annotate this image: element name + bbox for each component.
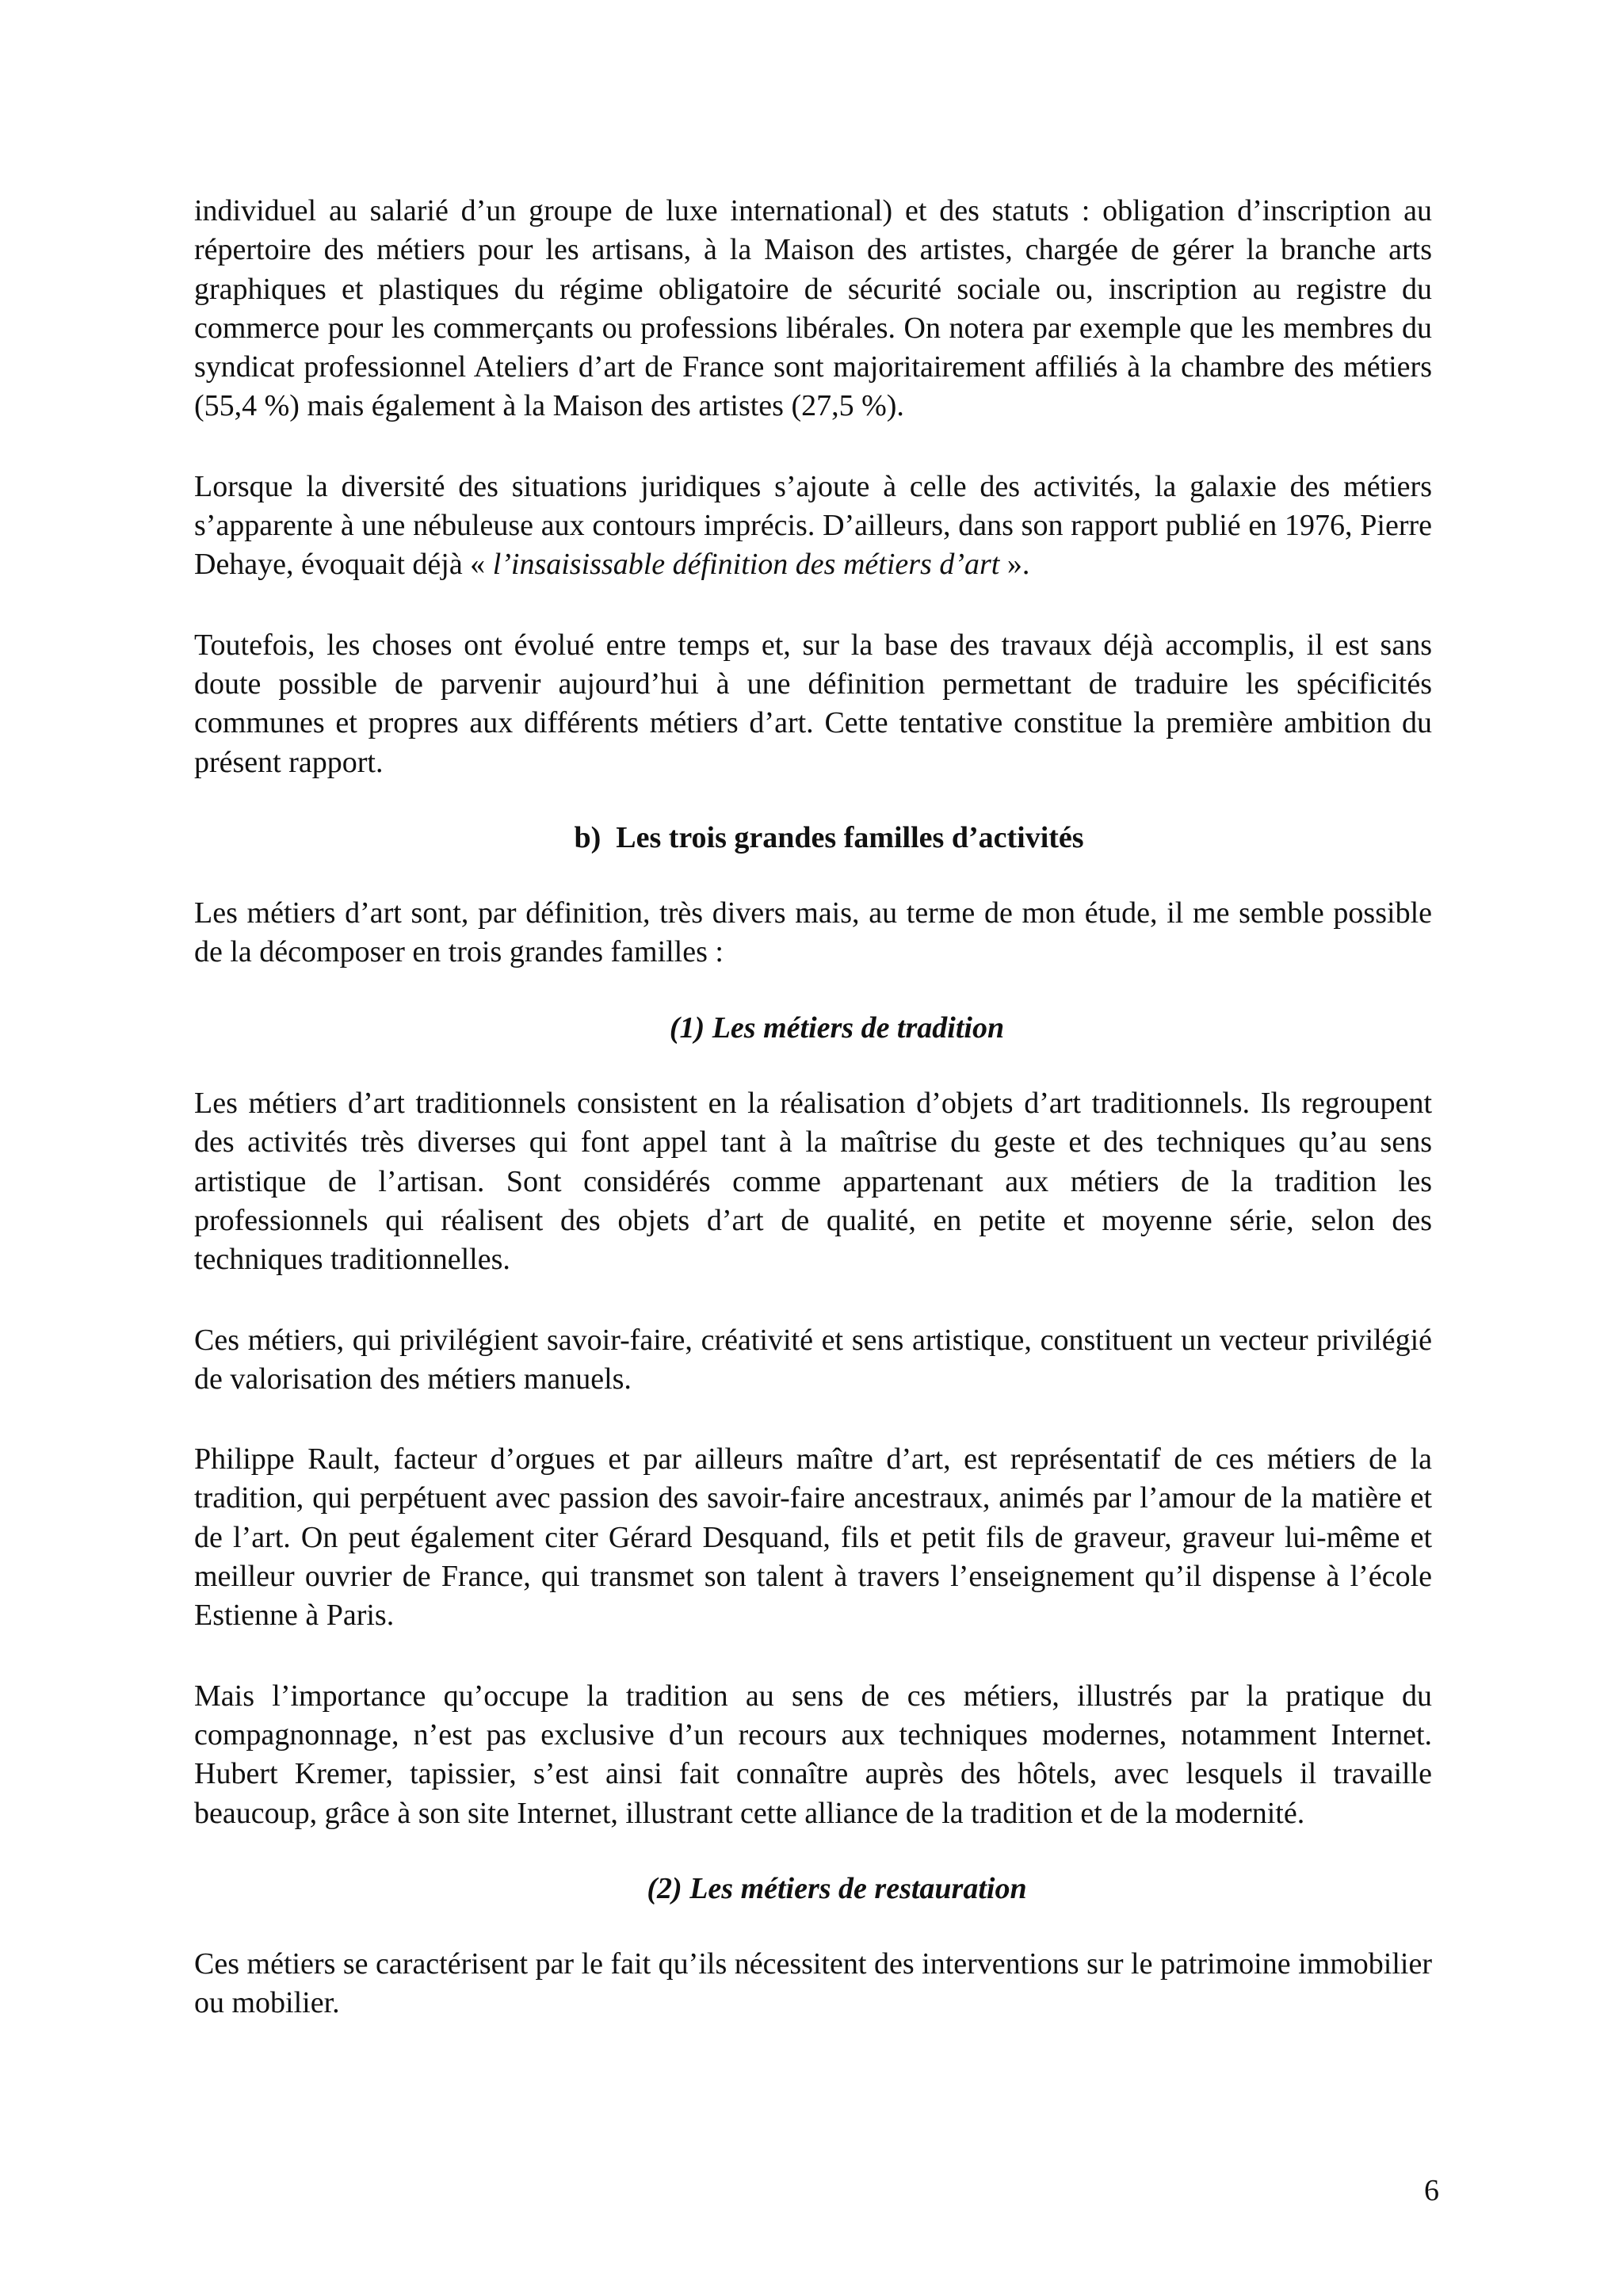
paragraph-rault: Philippe Rault, facteur d’orgues et par ailleurs maître d’art, est représentatif de ces métiers de la tradition, qui perpétuent avec passion des savoir-faire ancestraux, animés par l’amour de la matière et de l’art. On peut également citer Gérard Desquand, fils et petit fils de graveur, graveur lui-même et meilleur ouvrier de France, qui transmet son talent à travers l’enseignement qu’il dispense à l’école Estienne à Paris. [194,1442,1432,1633]
paragraph-savoir-faire: Ces métiers, qui privilégient savoir-faire, créativité et sens artistique, constituent un vecteur privilégié de valorisation des métiers manuels. [194,1323,1432,1396]
subheading-restauration: (2) Les métiers de restauration [647,1871,1027,1905]
paragraph-modernite: Mais l’importance qu’occupe la tradition au sens de ces métiers, illustrés par la pratique du compagnonnage, n’est pas exclusive d’un recours aux techniques modernes, notamment Internet. Hubert Kremer, tapissier, s’est ainsi fait connaître auprès des hôtels, avec lesquels il travaille beaucoup, grâce à son site Internet, illustrant cette alliance de la tradition et de la modernité. [194,1679,1432,1830]
paragraph-restauration: Ces métiers se caractérisent par le fait qu’ils nécessitent des interventions sur le patrimoine immobilier ou mobilier. [194,1947,1432,2020]
paragraph-diversite-end: ». [999,548,1030,582]
section-heading-b: b) Les trois grandes familles d’activités [574,820,1084,854]
paragraph-toutefois: Toutefois, les choses ont évolué entre temps et, sur la base des travaux déjà accomplis, il est sans doute possible de parvenir aujourd’hui à une définition permettant de traduire les spécificités communes et propres aux différents métiers d’art. Cette tentative constitue la première ambition du présent rapport. [194,628,1432,779]
paragraph-spacer [194,782,1432,819]
paragraph-spacer [194,1280,1432,1321]
quote-dehaye: l’insaisissable définition des métiers d’art [492,548,1000,582]
paragraph-diversite [194,468,1432,585]
paragraph-spacer [194,858,1432,894]
paragraph-spacer [194,1636,1432,1677]
document-page [194,192,1432,2023]
paragraph-statuts: individuel au salarié d’un groupe de luxe international) et des statuts : obligation d’inscription au répertoire des métiers pour les artisans, à la Maison des artistes, chargée de gérer la branche arts graphiques et plastiques du régime obligatoire de sécurité sociale ou, inscription au registre du commerce pour les commerçants ou professions libérales. On notera par exemple que les membres du syndicat professionnel Ateliers d’art de France sont majoritairement affiliés à la chambre des métiers (55,4 %) mais également à la Maison des artistes (27,5 %). [194,194,1432,423]
paragraph-spacer [194,1399,1432,1440]
paragraph-spacer [194,972,1432,1009]
paragraph-traditionnels: Les métiers d’art traditionnels consistent en la réalisation d’objets d’art traditionnels. Ils regroupent des activités très diverses qui font appel tant à la maîtrise du geste et des techniques qu’au sens artistique de l’artisan. Sont considérés comme appartenant aux métiers de la tradition les professionnels qui réalisent des objets d’art de qualité, en petite et moyenne série, selon des techniques traditionnelles. [194,1087,1432,1277]
paragraph-spacer [194,1833,1432,1870]
paragraph-spacer [194,426,1432,468]
subheading-tradition: (1) Les métiers de tradition [669,1010,1005,1045]
paragraph-spacer [194,1908,1432,1945]
paragraph-diversite-text: Lorsque la diversité des situations juridiques s’ajoute à celle des activités, la galaxie des métiers s’apparente à une nébuleuse aux contours imprécis. D’ailleurs, dans son rapport publié en 1976, Pierre Dehaye, évoquait déjà « [194,469,1432,582]
page-number: 6 [1424,2174,1439,2207]
paragraph-familles-intro: Les métiers d’art sont, par définition, très divers mais, au terme de mon étude, il me semble possible de la décomposer en trois grandes familles : [194,896,1432,969]
paragraph-spacer [194,1048,1432,1084]
paragraph-spacer [194,585,1432,626]
